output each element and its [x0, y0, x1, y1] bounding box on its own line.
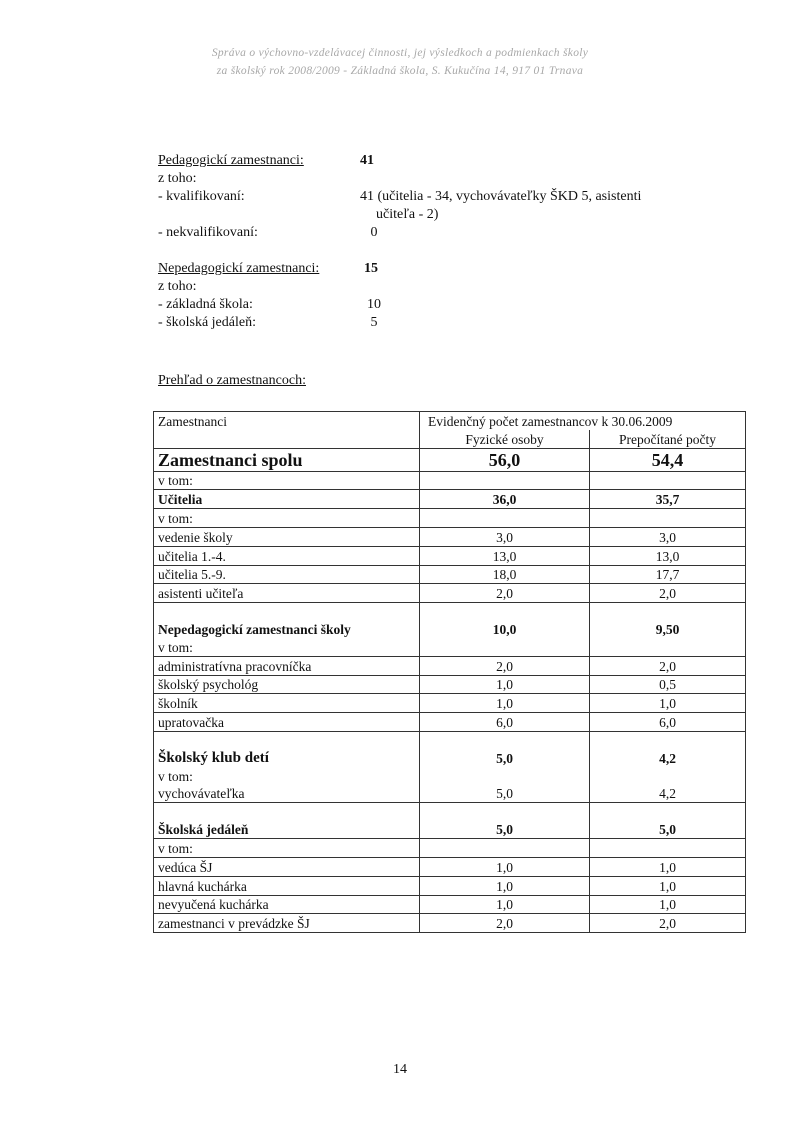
- page-header: [150, 44, 650, 80]
- table-row: [154, 767, 746, 785]
- table-row: [154, 895, 746, 914]
- row-physical: 5,0: [420, 749, 590, 767]
- row-label: školský psychológ: [154, 675, 420, 694]
- row-recalc: 1,0: [590, 895, 746, 914]
- canteen-value: 5: [370, 315, 378, 330]
- row-physical: 36,0: [420, 490, 590, 509]
- pedagogical-total: 41: [360, 153, 374, 168]
- row-physical: 2,0: [420, 584, 590, 603]
- table-spacer-row: [154, 731, 746, 749]
- row-physical: 1,0: [420, 675, 590, 694]
- row-label: Školský klub detí: [154, 749, 420, 767]
- row-physical: 1,0: [420, 694, 590, 713]
- page-number: 14: [393, 1062, 407, 1077]
- row-label: v tom:: [154, 509, 420, 528]
- row-physical: 13,0: [420, 546, 590, 565]
- table-row: [154, 820, 746, 838]
- canteen-label: - školská jedáleň:: [158, 315, 256, 330]
- row-physical: [420, 839, 590, 858]
- row-recalc: 6,0: [590, 713, 746, 732]
- table-row: [154, 490, 746, 509]
- col-group-header: Evidenčný počet zamestnancov k 30.06.2009: [420, 412, 746, 430]
- table-subheader-row: [154, 430, 746, 448]
- row-recalc: 4,2: [590, 749, 746, 767]
- row-label: školník: [154, 694, 420, 713]
- row-recalc: [590, 509, 746, 528]
- row-label: v tom:: [154, 471, 420, 490]
- table-header-row: [154, 412, 746, 430]
- row-recalc: 2,0: [590, 584, 746, 603]
- col-employees-header: Zamestnanci: [154, 412, 420, 430]
- row-recalc: 17,7: [590, 565, 746, 584]
- row-recalc: [590, 638, 746, 656]
- table-row: [154, 638, 746, 656]
- row-recalc: [590, 839, 746, 858]
- header-line-1: Správa o výchovno-vzdelávacej činnosti, jej výsledkoch a podmienkach školy: [211, 47, 589, 59]
- row-label: Nepedagogickí zamestnanci školy: [154, 620, 420, 638]
- qualified-value: 41 (učitelia - 34, vychovávateľky ŠKD 5, asistenti: [360, 189, 642, 204]
- row-recalc: 5,0: [590, 820, 746, 838]
- pedagogical-title: Pedagogickí zamestnanci:: [158, 153, 304, 168]
- row-label: nevyučená kuchárka: [154, 895, 420, 914]
- row-physical: [420, 509, 590, 528]
- row-physical: 5,0: [420, 785, 590, 803]
- table-row: [154, 565, 746, 584]
- row-recalc: 0,5: [590, 675, 746, 694]
- table-row: [154, 546, 746, 565]
- table-row: [154, 785, 746, 803]
- row-recalc: 4,2: [590, 785, 746, 803]
- row-label: asistenti učiteľa: [154, 584, 420, 603]
- row-physical: 10,0: [420, 620, 590, 638]
- table-row: [154, 857, 746, 876]
- table-row: [154, 914, 746, 933]
- header-line-2: za školský rok 2008/2009 - Základná škola, S. Kukučína 14, 917 01 Trnava: [216, 65, 584, 77]
- row-physical: 2,0: [420, 914, 590, 933]
- school-label: - základná škola:: [158, 297, 253, 312]
- qualified-value-cont: učiteľa - 2): [376, 207, 439, 222]
- overview-title: Prehľad o zamestnancoch:: [158, 373, 306, 388]
- unqualified-value: 0: [370, 225, 378, 240]
- table-row: [154, 509, 746, 528]
- table-row: [154, 749, 746, 767]
- col-physical-header: Fyzické osoby: [420, 430, 590, 448]
- table-row: [154, 656, 746, 675]
- row-label: zamestnanci v prevádzke ŠJ: [154, 914, 420, 933]
- nonpedagogical-total: 15: [364, 261, 378, 276]
- row-recalc: 35,7: [590, 490, 746, 509]
- table-row: [154, 839, 746, 858]
- row-physical: 2,0: [420, 656, 590, 675]
- row-label: hlavná kuchárka: [154, 876, 420, 895]
- table-row: [154, 876, 746, 895]
- row-physical: 56,0: [420, 448, 590, 471]
- row-label: v tom:: [154, 638, 420, 656]
- table-row: [154, 675, 746, 694]
- row-label: administratívna pracovníčka: [154, 656, 420, 675]
- row-recalc: 9,50: [590, 620, 746, 638]
- row-recalc: [590, 471, 746, 490]
- unqualified-label: - nekvalifikovaní:: [158, 225, 258, 240]
- row-physical: 1,0: [420, 895, 590, 914]
- table-spacer-row: [154, 603, 746, 621]
- table-row: [154, 584, 746, 603]
- row-label: upratovačka: [154, 713, 420, 732]
- row-label: vychovávateľka: [154, 785, 420, 803]
- row-recalc: 1,0: [590, 694, 746, 713]
- row-label: učitelia 5.-9.: [154, 565, 420, 584]
- school-value: 10: [367, 297, 381, 312]
- row-label: v tom:: [154, 839, 420, 858]
- row-physical: [420, 471, 590, 490]
- row-recalc: 13,0: [590, 546, 746, 565]
- row-recalc: 1,0: [590, 857, 746, 876]
- row-recalc: 3,0: [590, 527, 746, 546]
- table-row: [154, 713, 746, 732]
- table-row: [154, 471, 746, 490]
- table-row: [154, 448, 746, 471]
- row-label: v tom:: [154, 767, 420, 785]
- row-physical: [420, 767, 590, 785]
- row-physical: 18,0: [420, 565, 590, 584]
- row-label: vedúca ŠJ: [154, 857, 420, 876]
- staff-table: [153, 411, 746, 933]
- col-recalc-header: Prepočítané počty: [590, 430, 746, 448]
- row-physical: 3,0: [420, 527, 590, 546]
- qualified-label: - kvalifikovaní:: [158, 189, 245, 204]
- row-recalc: 2,0: [590, 914, 746, 933]
- row-label: Školská jedáleň: [154, 820, 420, 838]
- table-spacer-row: [154, 803, 746, 821]
- row-physical: 1,0: [420, 876, 590, 895]
- nonpedagogical-title: Nepedagogickí zamestnanci:: [158, 261, 320, 276]
- row-physical: [420, 638, 590, 656]
- row-recalc: 1,0: [590, 876, 746, 895]
- row-physical: 1,0: [420, 857, 590, 876]
- table-row: [154, 620, 746, 638]
- nonpedagogical-of-which: z toho:: [158, 279, 197, 294]
- row-recalc: 2,0: [590, 656, 746, 675]
- table-row: [154, 694, 746, 713]
- row-label: učitelia 1.-4.: [154, 546, 420, 565]
- row-label: Učitelia: [154, 490, 420, 509]
- row-recalc: 54,4: [590, 448, 746, 471]
- row-physical: 6,0: [420, 713, 590, 732]
- row-label: Zamestnanci spolu: [154, 448, 420, 471]
- row-recalc: [590, 767, 746, 785]
- row-physical: 5,0: [420, 820, 590, 838]
- pedagogical-of-which: z toho:: [158, 171, 197, 186]
- row-label: vedenie školy: [154, 527, 420, 546]
- table-row: [154, 527, 746, 546]
